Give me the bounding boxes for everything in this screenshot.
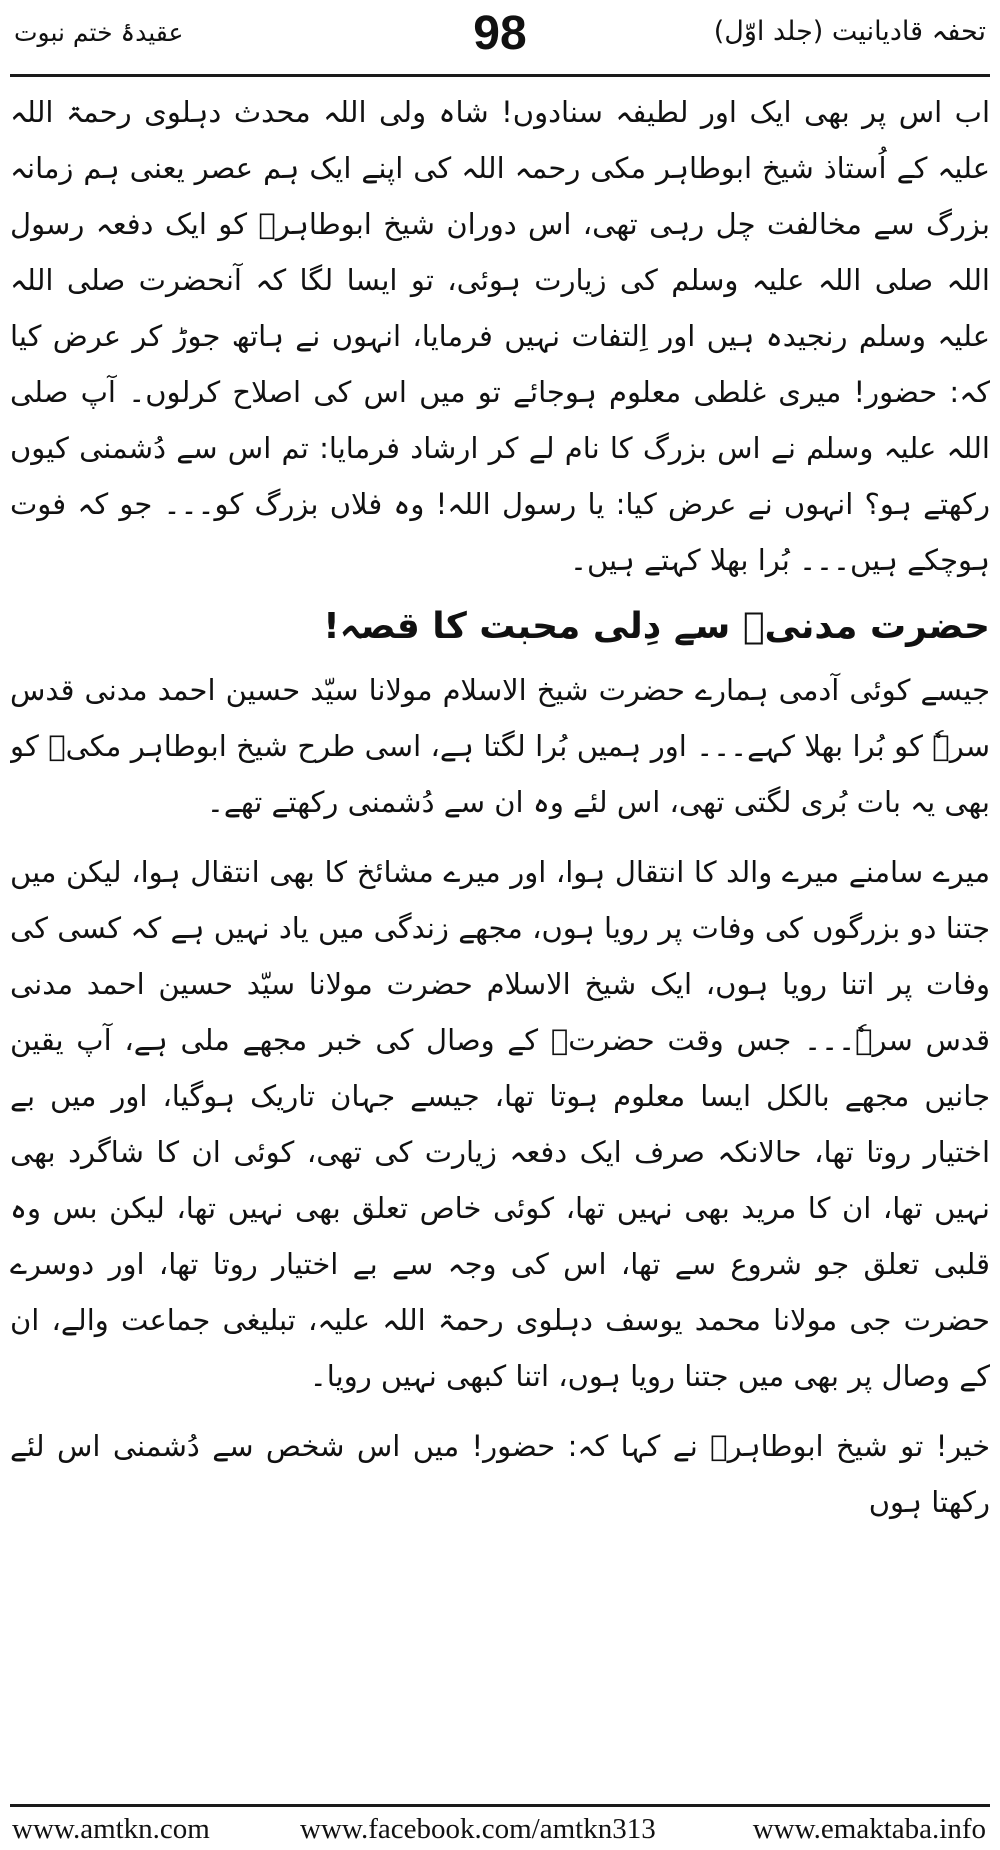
page-header [0, 0, 1000, 74]
paragraph-continuation: خیر! تو شیخ ابوطاہرؒ نے کہا کہ: حضور! میں اس شخص سے دُشمنی اس لئے رکھتا ہوں [10, 1429, 990, 1519]
paragraph-comparison: جیسے کوئی آدمی ہمارے حضرت شیخ الاسلام مولانا سیّد حسین احمد مدنی قدس سرہٗ کو بُرا بھلا کہے۔۔۔ اور ہمیں بُرا لگتا ہے، اسی طرح شیخ ابوطاہر مکیؒ کو بھی یہ بات بُری لگتی تھی، اس لئے وہ ان سے دُشمنی رکھتے تھے۔ [10, 673, 990, 819]
paragraph-grief: میرے سامنے میرے والد کا انتقال ہوا، اور میرے مشائخ کا بھی انتقال ہوا، لیکن میں جتنا دو بزرگوں کی وفات پر رویا ہوں، مجھے زندگی میں یاد نہیں ہے کہ کسی کی وفات پر اتنا رویا ہوں، ایک شیخ الاسلام حضرت مولانا سیّد حسین احمد مدنی قدس سرہٗ۔۔۔ جس وقت حضرتؒ کے وصال کی خبر مجھے ملی ہے، آپ یقین جانیں مجھے بالکل ایسا معلوم ہوتا تھا، جیسے جہان تاریک ہوگیا، اور میں بے اختیار روتا تھا، حالانکہ صرف ایک دفعہ زیارت کی تھی، کوئی ان کا شاگرد بھی نہیں تھا، ان کا مرید بھی نہیں تھا، کوئی خاص تعلق بھی نہیں تھا، لیکن بس وہ قلبی تعلق جو شروع سے تھا، اس کی وجہ سے بے اختیار روتا تھا، اور دوسرے حضرت جی مولانا محمد یوسف دہلوی رحمۃ اللہ علیہ، تبلیغی جماعت والے، ان کے وصال پر بھی میں جتنا رویا ہوں، اتنا کبھی نہیں رویا۔ [10, 855, 990, 1393]
page-number: 98 [473, 7, 527, 60]
section-heading: حضرت مدنیؒ سے دِلی محبت کا قصہ! [323, 606, 990, 647]
section-title: عقیدۂ ختم نبوت [14, 18, 184, 47]
book-title: تحفہ قادیانیت (جلد اوّل) [713, 16, 986, 47]
footer-link-facebook[interactable]: www.facebook.com/amtkn313 [300, 1813, 656, 1845]
page-footer [0, 1808, 1000, 1850]
footer-divider [10, 1804, 990, 1807]
paragraph-story-intro: اب اس پر بھی ایک اور لطیفہ سنادوں! شاہ ولی اللہ محدث دہلوی رحمۃ اللہ علیہ کے اُستاذ شیخ ابوطاہر مکی رحمہ اللہ کی اپنے ایک ہم عصر یعنی ہم زمانہ بزرگ سے مخالفت چل رہی تھی، اس دوران شیخ ابوطاہرؒ کو ایک دفعہ رسول اللہ صلی اللہ علیہ وسلم کی زیارت ہوئی، تو ایسا لگا کہ آنحضرت صلی اللہ علیہ وسلم رنجیدہ ہیں اور اِلتفات نہیں فرمایا، انہوں نے ہاتھ جوڑ کر عرض کیا کہ: حضور! میری غلطی معلوم ہوجائے تو میں اس کی اصلاح کرلوں۔ آپ صلی اللہ علیہ وسلم نے اس بزرگ کا نام لے کر ارشاد فرمایا: تم اس سے دُشمنی کیوں رکھتے ہو؟ انہوں نے عرض کیا: یا رسول اللہ! وہ فلاں بزرگ کو۔۔۔ جو کہ فوت ہوچکے ہیں۔۔۔ بُرا بھلا کہتے ہیں۔ [10, 95, 990, 577]
footer-link-amtkn[interactable]: www.amtkn.com [12, 1813, 210, 1845]
header-divider [10, 74, 990, 77]
footer-link-emaktaba[interactable]: www.emaktaba.info [752, 1813, 986, 1845]
page-body [10, 84, 990, 1794]
